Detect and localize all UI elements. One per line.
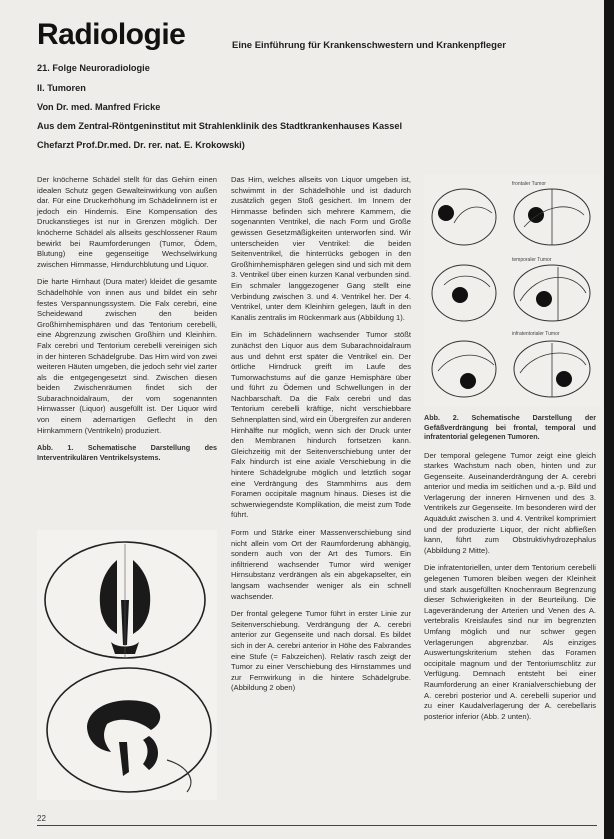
column-3: [424, 413, 596, 729]
col3-paragraph-2: Die infratentoriellen, unter dem Tentorium cerebelli gelegenen Tumoren bleiben wegen der Kleinheit und stark ausgefüllten Knochenraum Begrenzung dieser Schwierigkeiten in der Beurteilung. Die Lageveränderung der Arterien und Venen des A. vertebralis Kreislaufes sind nur im begrenzten Umfang möglich und nur schwer gegen Verlagerungen abgrenzbar. Als einziges Auswertungskriterium stehen das Foramen occipitale magnum und der Tentoriumschlitz zur Verfügung. Demnach entsteht bei einer Raumforderung an einer Kranialverschiebung der A. cerebri posterior und A. cerebelli superior und zu einer Kaudalverlagerung der A. cerebellaris posterior inferior (Abb. 2 unten).: [424, 563, 596, 721]
author-line: Von Dr. med. Manfred Fricke: [37, 102, 161, 112]
col3-paragraph-1: Der temporal gelegene Tumor zeigt eine gleich starkes Wachstum nach oben, hinten und zur Gegenseite. Auseinanderdrängung der A. cerebri anterior und media im seitlichen und a.-p. Bild und Verlagerung der inneren Hirnvenen und des 3. Ventrikels zur Gegenseite. Im besonderen wird der Aquädukt zwischen 3. und 4. Ventrikel komprimiert und der produzierte Liquor, der nicht abfließen kann, führt zum Obstruktivhydrozephalus (Abbildung 2 Mitte).: [424, 450, 596, 555]
col2-paragraph-1: Das Hirn, welches allseits von Liquor umgeben ist, schwimmt in der Schädelhöhle und ist dadurch zusätzlich gegen Stoß gesichert. Im Innern der Hirnmasse befinden sich mehrere Kammern, die sogenannten Ventrikel, die nach Form und Größe gewissen Gesetzmäßigkeiten unterworfen sind. Wir unterscheiden vier Ventrikel: die beiden Seitenventrikel, die hinterrücks gebogen in den Großhirnhemisphären gelegen sind und sich mit dem 3. Ventrikel über einen kurzen Kanal verbunden sind. Ein schmaler langgezogener Gang stellt eine Verbindung zwischen 3. und 4. Ventrikel her. Der 4. Ventrikel, unter dem Kleinhirn gelegen, läuft in den Kanälis zentralis im Rückenmark aus (Abbildung 1).: [231, 175, 411, 322]
col2-paragraph-2: Ein im Schädelinnern wachsender Tumor stößt zunächst den Liquor aus dem Subarachnoidalraum aus und dehnt erst später die Ventrikel ein. Der örtliche Hirndruck greift im Laufe des Tumorwachstums auf die ganze Hemisphäre über und führt zu Ödemen und Schwellungen in der Nachbarschaft. Da die Falx cerebri und das Tentorium cerebelli kräftige, nicht verschiebbare Sehnenplatten sind, wird ein Übergreifen zur anderen Hirnhälfte nur möglich, wenn sich der Druck unter den Membranen hindurch fortsetzen kann. Gleichzeitig mit der Seitenverschiebung unter der Falx hindurch ist eine axiale Verschiebung in die hintere Schädelgrube möglich und letztlich sogar eine Verdrängung des Stammhirns aus dem Foramen occipitale magnum hinaus. Dieses ist die schwerwiegendste Komplikation, die meist zum Tode führt.: [231, 330, 411, 520]
bottom-rule: [37, 825, 597, 826]
chief-line: Chefarzt Prof.Dr.med. Dr. rer. nat. E. Krokowski): [37, 140, 245, 150]
col2-paragraph-3: Form und Stärke einer Massenverschiebung sind nicht allein vom Ort der Raumforderung abhängig, sondern auch von der Art des Tumors. Ein infiltrierend wachsender Tumor wird weniger Hirnsubstanz verdrängen als ein abgekapselter, ein langsam wachsender weniger als ein schnell wachsender.: [231, 528, 411, 601]
institute-line: Aus dem Zentral-Röntgeninstitut mit Strahlenklinik des Stadtkrankenhauses Kassel: [37, 121, 403, 131]
part-line: II. Tumoren: [37, 83, 86, 93]
figure-2-vessel-diagram: [424, 175, 602, 407]
col1-paragraph-1: Der knöcherne Schädel stellt für das Gehirn einen idealen Schutz gegen Gewalteinwirkung von außen dar. Für eine Druckerhöhung im Schädelinnern ist er jedoch ein Hindernis. Eine Kompensation des Druckanstieges ist nur in Grenzen möglich. Der knöcherne Schädel als allseits geschlossener Raum bewirkt bei Raumforderungen (Tumor, Ödem, Blutung) eine gegenseitige Wechselwirkung zwischen Hirnmasse, Hirndurchblutung und Liquor.: [37, 175, 217, 269]
col2-paragraph-4: Der frontal gelegene Tumor führt in erster Linie zur Seitenverschiebung. Verdrängung der A. cerebri anterior zur Gegenseite und nach dorsal. Es bildet sich in der A. cerebri anterior in Höhe des Falxrandes eine Stufe (= Falxzeichen). Relativ rasch zeigt der Tumor zu einer Verschiebung des Hirnstammes und zur Fernwirkung in die hintere Schädelgrube. (Abbildung 2 oben): [231, 609, 411, 693]
page-subtitle: Eine Einführung für Krankenschwestern und Krankenpfleger: [232, 40, 506, 51]
scan-edge-shadow: [604, 0, 614, 839]
column-2: [231, 175, 411, 701]
figure-2-label-3: infratentorialer Tumor: [512, 331, 560, 337]
figure-2-label-1: frontaler Tumor: [512, 181, 546, 187]
column-1: [37, 175, 217, 462]
figure-1-ventricle-diagram: [37, 530, 217, 800]
page-number: 22: [37, 814, 46, 823]
series-line: 21. Folge Neuroradiologie: [37, 63, 150, 73]
figure-2-label-2: temporaler Tumor: [512, 257, 552, 263]
page-title: Radiologie: [37, 18, 186, 51]
figure-1-caption: Abb. 1. Schematische Darstellung des Interventrikulären Ventrikelsystems.: [37, 443, 217, 462]
figure-2-caption: Abb. 2. Schematische Darstellung der Gefäßverdrängung bei frontal, temporal und infratentorial gelegenen Tumoren.: [424, 413, 596, 441]
col1-paragraph-2: Die harte Hirnhaut (Dura mater) kleidet die gesamte Schädelhöhle von innen aus und bildet ein sehr festes Verspannungssystem. Die Falx cerebri, eine Scheidewand zwischen den beiden Großhirnhemisphären und das Tentorium cerebelli, eine Abgrenzung zwischen Großhirn und Kleinhirn. Falx cerebri und Tentorium cerebelli vereinigen sich in der hinteren Schädelgrube. Das Hirn wird von zwei weiteren Häuten umgeben, die jedoch sehr viel zarter als die entgegengesetzt sind. Zwischen diesen beiden Zwischenräumen findet sich der Subarachnoidalraum, der vom sogenannten Hirnwasser (Liquor) ausgefüllt ist. Der Liquor wird von einem adernartigen Geflecht in den Hirnkammern (Ventrikeln) produziert.: [37, 277, 217, 435]
